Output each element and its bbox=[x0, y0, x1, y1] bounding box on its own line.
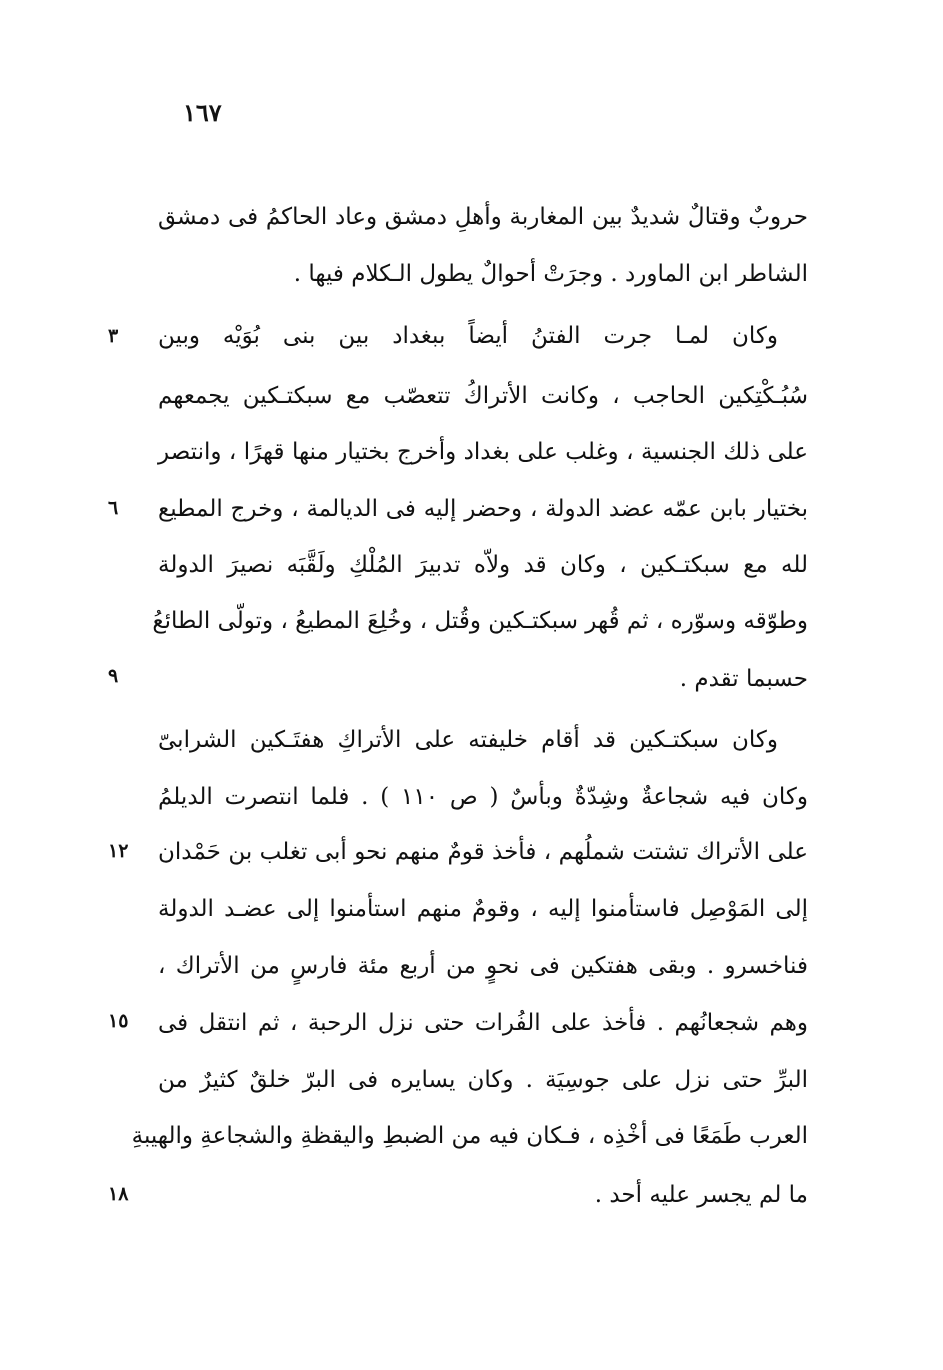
text-line: لله مع سبكتـكين ، وكان قد ولاّه تدبيرَ المُلْكِ ولَقَّبَه نصيرَ الدولة bbox=[158, 552, 808, 578]
text-line: إلى المَوْصِل فاستأمنوا إليه ، وقومٌ منهم استأمنوا إلى عضـد الدولة bbox=[158, 896, 808, 922]
text-line: وطوّقه وسوّره ، ثم قُهر سبكتـكين وقُتل ، وخُلِعَ المطيعُ ، وتولّى الطائعُ bbox=[152, 608, 808, 634]
line-marker: ١٥ bbox=[108, 1010, 129, 1032]
text-line: ما لم يجسر عليه أحد . bbox=[594, 1182, 808, 1208]
text-line: وهم شجعانُهم . فأخذ على الفُرات حتى نزل الرحبة ، ثم انتقل فى bbox=[158, 1010, 808, 1036]
text-line: وكان فيه شجاعةٌ وشِدّةٌ وبأسٌ ( ص ١١٠ ) . فلما انتصرت الديلمُ bbox=[158, 784, 808, 810]
text-line: سُبُـكْتِكين الحاجب ، وكانت الأتراكُ تتعصّب مع سبكتـكين يجمعهم bbox=[158, 383, 808, 409]
line-marker: ١٨ bbox=[108, 1183, 129, 1205]
line-marker: ٩ bbox=[108, 665, 119, 687]
text-line: وكان سبكتـكين قد أقام خليفته على الأتراكِ هفتَـكين الشرابىّ bbox=[158, 727, 778, 753]
text-line: بختيار بابن عمّه عضد الدولة ، وحضر إليه فى الديالمة ، وخرج المطيع bbox=[158, 496, 808, 522]
text-line: وكان لمـا جرت الفتنُ أيضاً ببغداد بين بنى بُوَيْه وبين bbox=[158, 323, 778, 349]
line-marker: ٣ bbox=[108, 325, 119, 347]
text-line: على ذلك الجنسية ، وغلب على بغداد وأخرج بختيار منها قهرًا ، وانتصر bbox=[158, 439, 808, 465]
line-marker: ٦ bbox=[108, 497, 119, 519]
text-line: على الأتراك تشتت شملُهم ، فأخذ قومٌ منهم نحو أبى تغلب بن حَمْدان bbox=[158, 839, 808, 865]
line-marker: ١٢ bbox=[108, 840, 129, 862]
text-line: حروبٌ وقتالٌ شديدٌ بين المغاربة وأهلِ دمشق وعاد الحاكمُ فى دمشق bbox=[158, 204, 808, 230]
text-line: العرب طَمَعًا فى أخْذِه ، فـكان فيه من الضبطِ واليقظةِ والشجاعةِ والهيبةِ bbox=[131, 1123, 808, 1149]
text-line: حسبما تقدم . bbox=[679, 666, 808, 692]
text-line: البرِّ حتى نزل على جوسِيَة . وكان يسايره فى البرّ خلقٌ كثيرٌ من bbox=[158, 1067, 808, 1093]
text-line: الشاطر ابن الماورد . وجرَتْ أحوالٌ يطول الـكلام فيها . bbox=[293, 261, 808, 287]
text-line: فناخسرو . وبقى هفتكين فى نحوٍ من أربع مئة فارسٍ من الأتراك ، bbox=[158, 953, 808, 979]
page-number: ١٦٧ bbox=[183, 98, 222, 127]
